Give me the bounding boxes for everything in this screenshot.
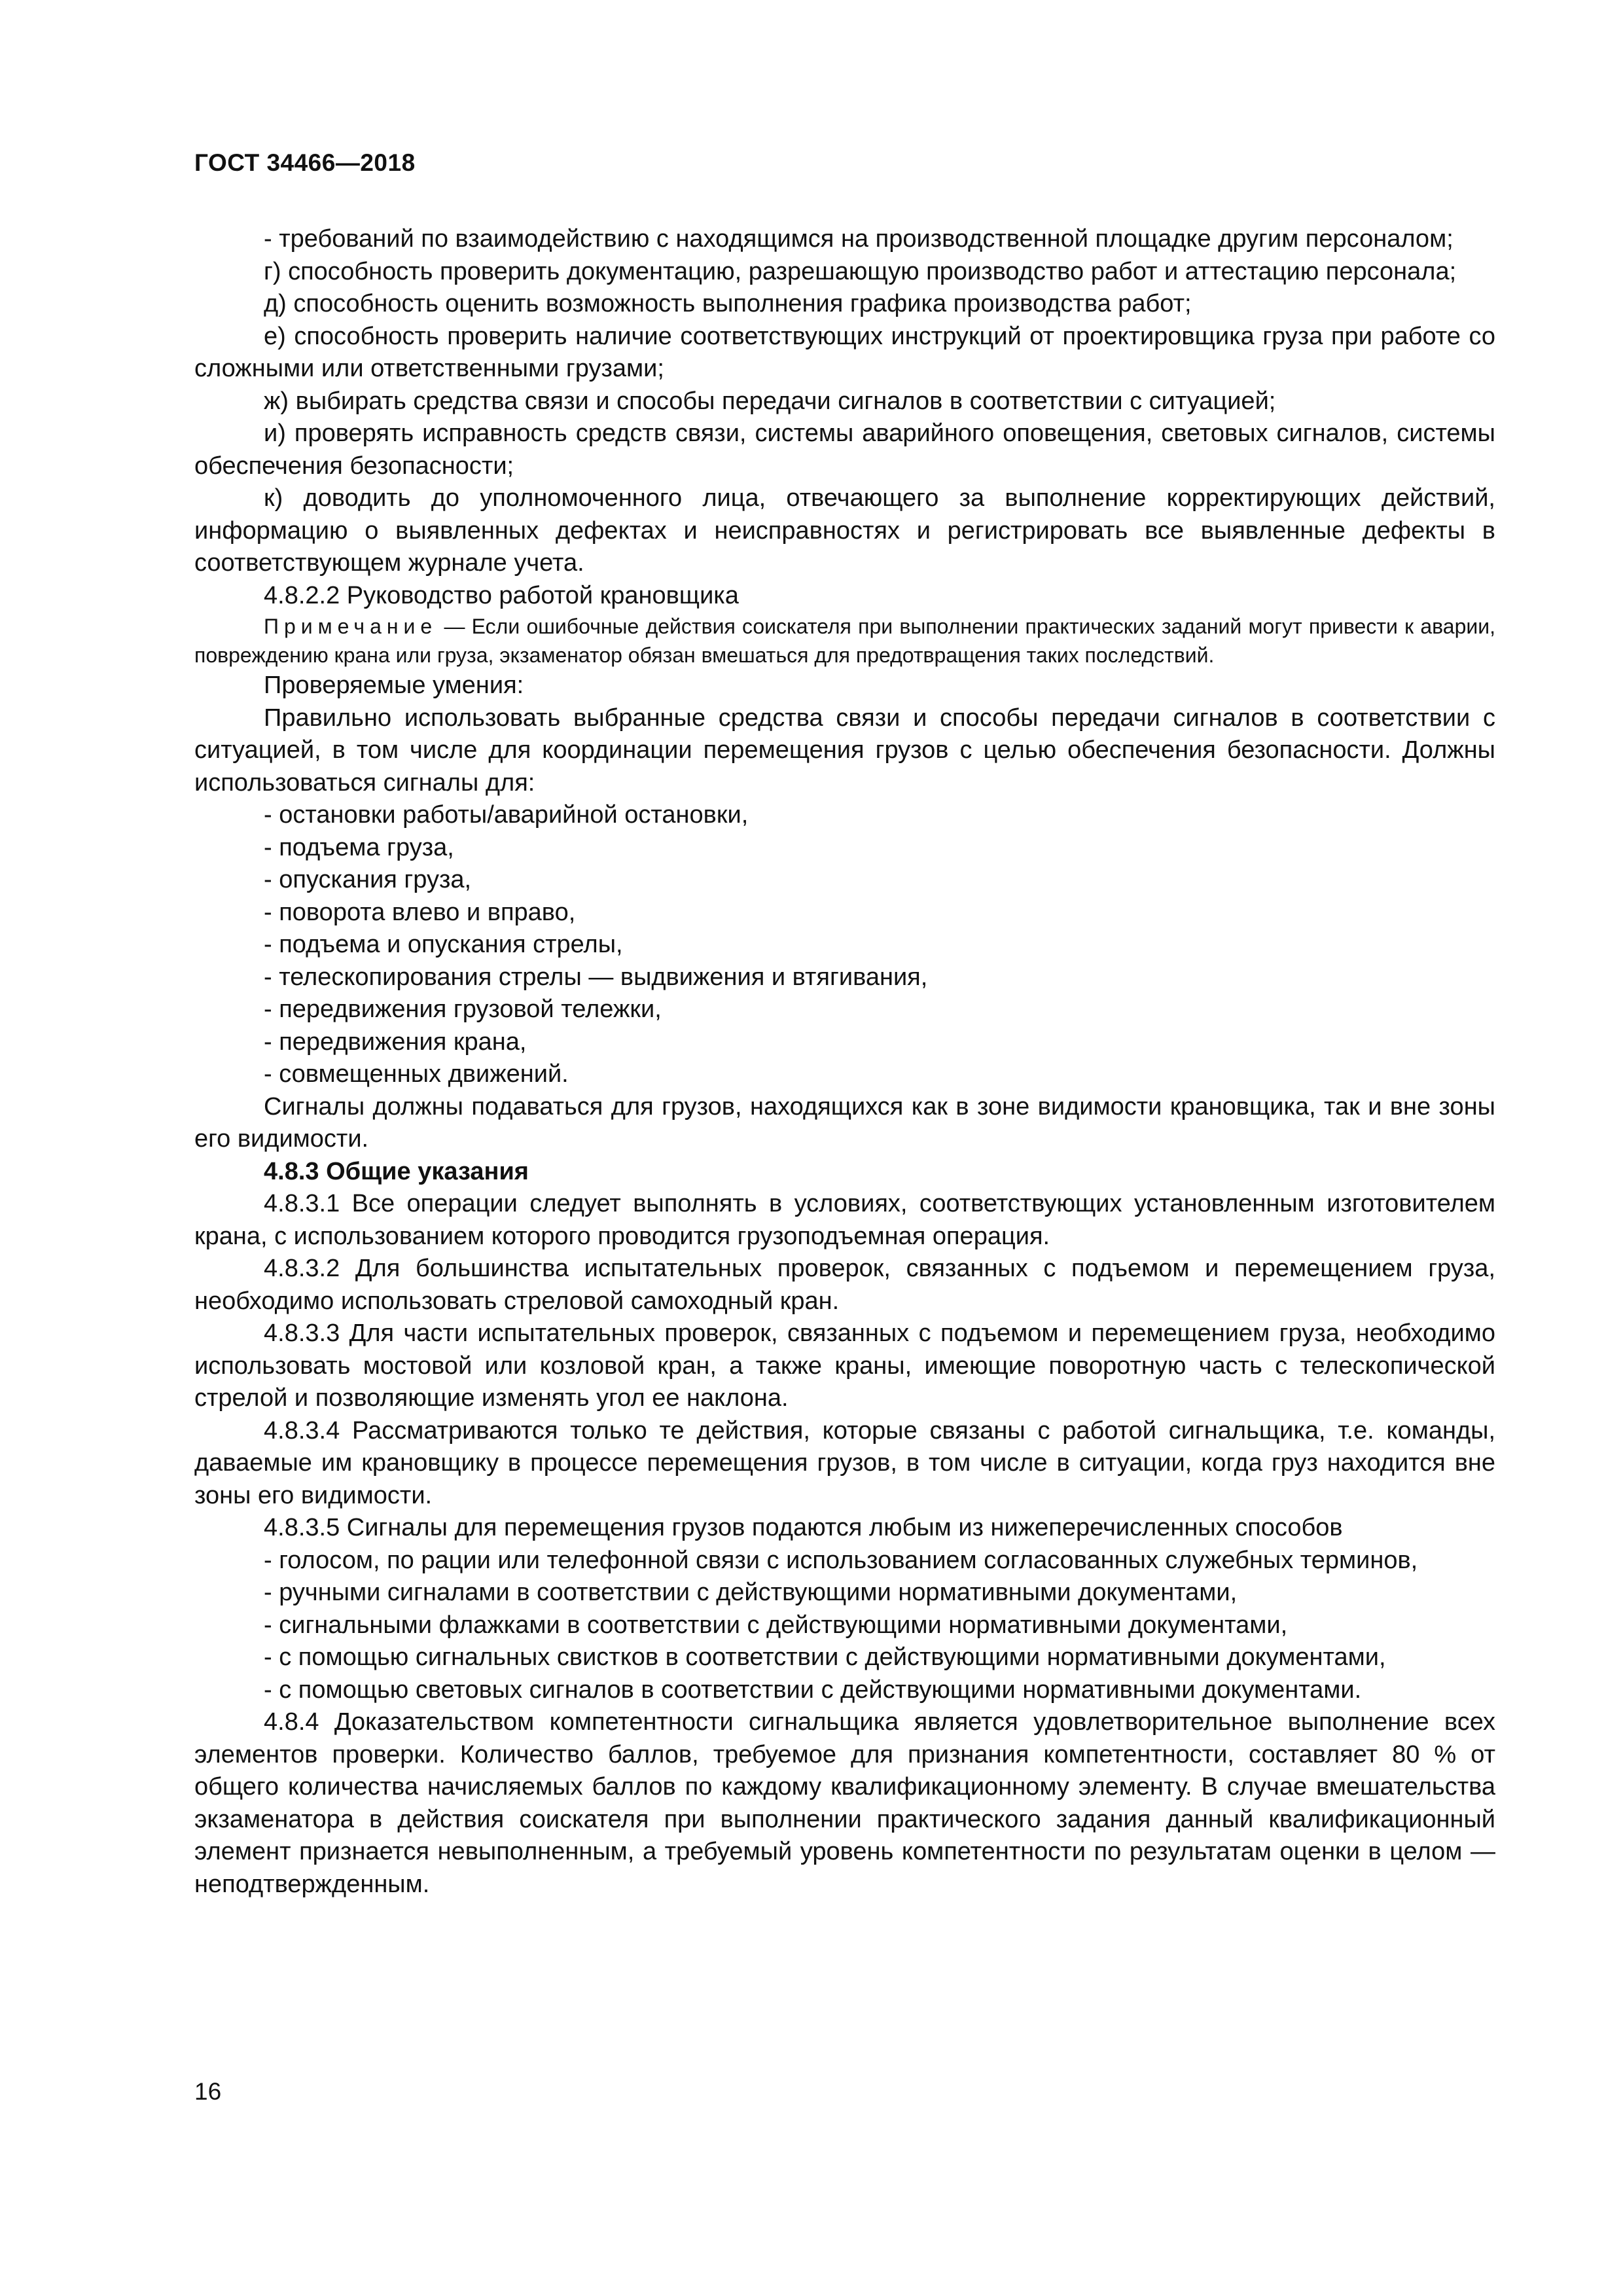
paragraph-4-8-3-3: 4.8.3.3 Для части испытательных проверок, связанных с подъемом и перемещением груза, необходимо использовать мостовой или козловой кран, а также краны, имеющие поворотную часть с телескопической стрелой и позволяющие изменять угол ее наклона.: [194, 1319, 1495, 1412]
paragraph-item-d: д) способность оценить возможность выполнения графика производства работ;: [264, 290, 1192, 317]
paragraph-4-8-3-2: 4.8.3.2 Для большинства испытательных проверок, связанных с подъемом и перемещением груза, необходимо использовать стреловой самоходный кран.: [194, 1255, 1495, 1315]
paragraph-item-k: к) доводить до уполномоченного лица, отвечающего за выполнение корректирующих действий, информацию о выявленных дефектах и неисправностях и регистрировать все выявленные дефекты в соответствующем журнале учета.: [194, 484, 1495, 577]
paragraph-item-zh: ж) выбирать средства связи и способы передачи сигналов в соответствии с ситуацией;: [264, 387, 1276, 415]
signal-list-item: - поворота влево и вправо,: [264, 898, 576, 926]
paragraph-4-8-4: 4.8.4 Доказательством компетентности сигнальщика является удовлетворительное выполнение всех элементов проверки. Количество баллов, требуемое для признания компетентности, составляет 80 % от общего количества начисляемых баллов по каждому квалификационному элементу. В случае вмешательства экзаменатора в действия соискателя при выполнении практического задания данный квалификационный элемент признается невыполненным, а требуемый уровень компетентности по результатам оценки в целом — неподтвержденным.: [194, 1708, 1495, 1898]
note: [194, 612, 1495, 670]
visibility-paragraph: Сигналы должны подаваться для грузов, находящихся как в зоне видимости крановщика, так и вне зоны его видимости.: [194, 1092, 1495, 1153]
signal-list-item: - совмещенных движений.: [264, 1060, 569, 1088]
signal-list-item: - передвижения крана,: [264, 1028, 527, 1056]
page-number: 16: [194, 2078, 222, 2105]
paragraph-item-g: г) способность проверить документацию, разрешающую производство работ и аттестацию персонала;: [264, 257, 1457, 285]
method-list-item: - с помощью сигнальных свистков в соответствии с действующими нормативными документами,: [264, 1643, 1386, 1671]
signal-list-item: - передвижения грузовой тележки,: [264, 996, 662, 1023]
paragraph-4-8-3-4: 4.8.3.4 Рассматриваются только те действия, которые связаны с работой сигнальщика, т.е. команды, даваемые им крановщику в процессе перемещения грузов, в том числе в ситуации, когда груз находится вне зоны его видимости.: [194, 1416, 1495, 1509]
note-label: Примечание: [264, 615, 438, 638]
method-list-item: - голосом, по рации или телефонной связи с использованием согласованных служебных терминов,: [264, 1546, 1418, 1574]
paragraph-item-e: е) способность проверить наличие соответствующих инструкций от проектировщика груза при работе со сложными или ответственными грузами;: [194, 322, 1495, 382]
skills-heading: Проверяемые умения:: [264, 672, 524, 699]
paragraph-4-8-3-1: 4.8.3.1 Все операции следует выполнять в условиях, соответствующих установленным изготовителем крана, с использованием которого проводится грузоподъемная операция.: [194, 1190, 1495, 1250]
signal-list-item: - телескопирования стрелы — выдвижения и втягивания,: [264, 963, 928, 991]
signal-list-item: - опускания груза,: [264, 866, 472, 893]
method-list-item: - с помощью световых сигналов в соответствии с действующими нормативными документами.: [264, 1676, 1362, 1704]
signal-list-item: - подъема груза,: [264, 833, 454, 861]
paragraph-personnel-interaction: - требований по взаимодействию с находящимся на производственной площадке другим персоналом;: [264, 225, 1454, 253]
skills-intro: Правильно использовать выбранные средства связи и способы передачи сигналов в соответствии с ситуацией, в том числе для координации перемещения грузов с целью обеспечения безопасности. Должны использоваться сигналы для:: [194, 704, 1495, 797]
section-heading-4-8-2-2: 4.8.2.2 Руководство работой крановщика: [264, 581, 739, 609]
document-header: ГОСТ 34466—2018: [194, 149, 416, 176]
document-body: [194, 223, 1495, 1901]
method-list-item: - ручными сигналами в соответствии с действующими нормативными документами,: [264, 1579, 1238, 1606]
section-heading-4-8-3: 4.8.3 Общие указания: [264, 1157, 529, 1185]
paragraph-item-i: и) проверять исправность средств связи, системы аварийного оповещения, световых сигналов, системы обеспечения безопасности;: [194, 420, 1495, 480]
paragraph-4-8-3-5: 4.8.3.5 Сигналы для перемещения грузов подаются любым из нижеперечисленных способов: [264, 1514, 1343, 1541]
method-list-item: - сигнальными флажками в соответствии с действующими нормативными документами,: [264, 1611, 1288, 1639]
signal-list-item: - остановки работы/аварийной остановки,: [264, 801, 749, 829]
note-text: — Если ошибочные действия соискателя при выполнении практических заданий могут привести к аварии, повреждению крана или груза, экзаменатор обязан вмешаться для предотвращения таких последствий.: [194, 615, 1495, 667]
signal-list-item: - подъема и опускания стрелы,: [264, 931, 623, 958]
